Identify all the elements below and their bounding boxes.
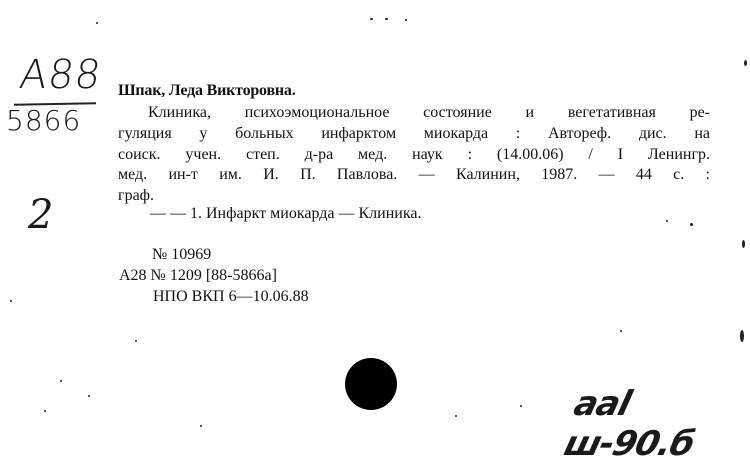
punch-hole [345, 358, 397, 410]
scan-speck [60, 380, 62, 382]
description-line-5: граф. [118, 187, 155, 204]
description-line-3 [118, 144, 710, 165]
shelf-mark-bottom: 5866 [6, 104, 82, 137]
scan-speck [740, 330, 744, 342]
scan-speck [742, 240, 745, 248]
copy-number: 2 [28, 192, 54, 238]
description-line-2-text: гуляция у больных инфарктом миокарда : Автореф. дис. на [118, 125, 710, 142]
handwritten-signature: ааl ш-90.б [560, 384, 699, 464]
scan-speck [455, 415, 457, 417]
author-heading: Шпак, Леда Викторовна. [118, 82, 296, 99]
description-line-2 [118, 123, 710, 144]
scan-speck [744, 60, 747, 66]
scan-speck [370, 18, 373, 20]
catalog-code: А28 № 1209 [88-5866а] [119, 267, 277, 284]
description-line-4-text: мед. ин-т им. И. П. Павлова. — Калинин, 1987. — 44 с. : [118, 166, 710, 183]
description-line-4 [118, 164, 710, 185]
subject-heading: — — 1. Инфаркт миокарда — Клиника. [150, 205, 422, 222]
scan-speck [620, 330, 622, 332]
description-line-3-text: соиск. учен. степ. д-ра мед. наук : (14.00.06) / I Ленингр. [118, 146, 710, 163]
accession-number: № 10969 [152, 246, 212, 263]
scan-speck [666, 220, 668, 222]
scan-speck [44, 410, 46, 412]
description-line-1-text: Клиника, психоэмоциональное состояние и вегетативная ре- [148, 104, 710, 121]
npo-stamp: НПО ВКП 6—10.06.88 [153, 288, 309, 305]
scan-speck [385, 18, 388, 20]
scan-speck [690, 223, 693, 226]
scan-speck [200, 425, 202, 427]
scan-speck [88, 395, 90, 397]
shelf-mark-top: A88 [16, 52, 105, 98]
scan-speck [135, 340, 137, 342]
scan-speck [96, 22, 98, 24]
scan-speck [520, 405, 522, 407]
scan-speck [10, 300, 12, 302]
scan-speck [405, 19, 407, 21]
description-line-1 [118, 102, 710, 123]
